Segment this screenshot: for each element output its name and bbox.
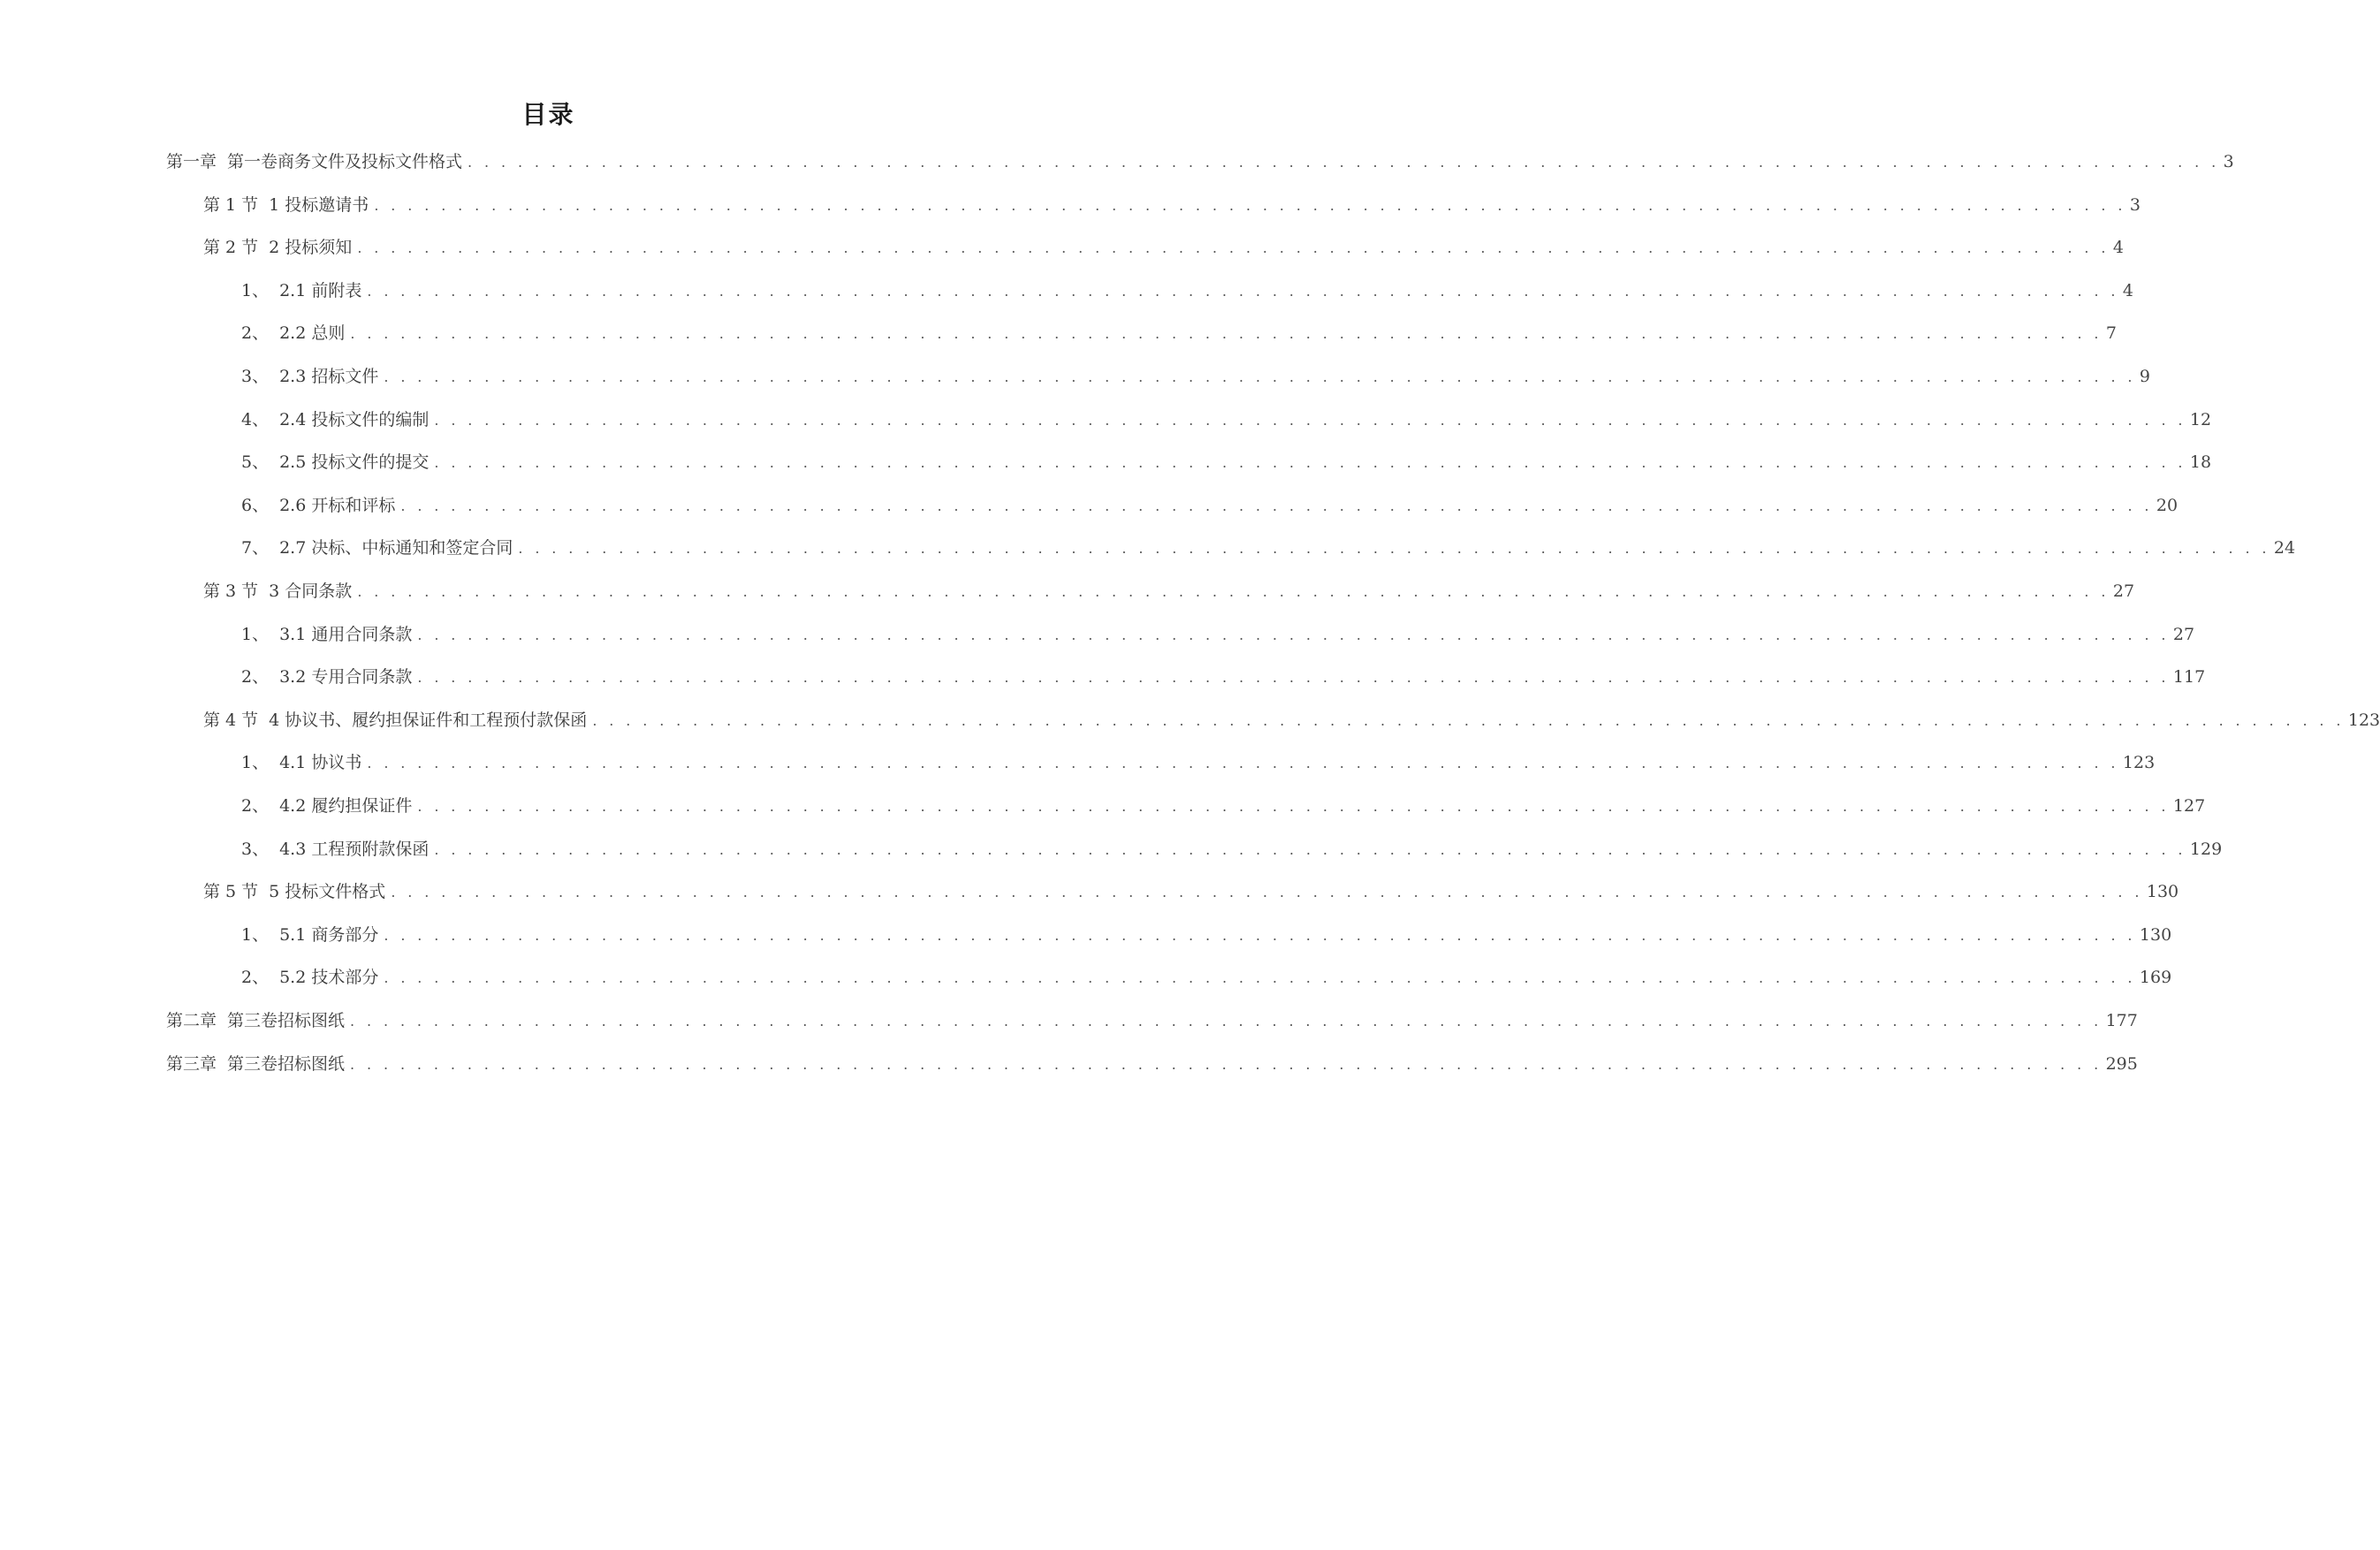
toc-page-number: 18 xyxy=(2189,452,2212,473)
toc-entry-label xyxy=(166,1007,345,1034)
toc-entry[interactable] xyxy=(241,406,2212,433)
toc-entry[interactable] xyxy=(203,707,2380,733)
toc-page-number: 130 xyxy=(2139,924,2172,945)
toc-entry-prefix: 第 1 节 xyxy=(203,194,259,215)
toc-entry-text: 2.1 前附表 xyxy=(279,280,362,300)
toc-entry-text: 2 投标须知 xyxy=(269,238,353,258)
toc-entry-text: 2.7 决标、中标通知和签定合同 xyxy=(279,538,513,558)
toc-entry[interactable] xyxy=(166,1007,2138,1034)
toc-entry-label xyxy=(241,621,412,648)
dot-leader: . . . . . . . . . . . . . . . . . . . . . . . . . . . . . . . . . . . . . . . . . . . . . . . . . . . . . . . . . . . . . . . . . . . . . . . . . . . . . . . . . . . . . . . . . . . . . . . . . . . . . . . . . xyxy=(391,884,2143,901)
toc-entry[interactable] xyxy=(203,878,2179,905)
dot-leader: . . . . . . . . . . . . . . . . . . . . . . . . . . . . . . . . . . . . . . . . . . . . . . . . . . . . . . . . . . . . . . . . . . . . . . . . . . . . . . . . . . . . . . . . . . . . . . . . . . . . . . . . . xyxy=(434,454,2186,472)
toc-entry-label xyxy=(241,664,412,690)
dot-leader: . . . . . . . . . . . . . . . . . . . . . . . . . . . . . . . . . . . . . . . . . . . . . . . . . . . . . . . . . . . . . . . . . . . . . . . . . . . . . . . . . . . . . . . . . . . . . . . . . . . . . . . . . xyxy=(367,282,2119,300)
toc-entry-prefix: 2、 xyxy=(241,796,270,816)
toc-page-number: 27 xyxy=(2172,624,2195,644)
toc-entry-label xyxy=(203,878,385,905)
toc-entry-label xyxy=(241,922,378,948)
toc-entry-text: 3.1 通用合同条款 xyxy=(279,624,413,644)
dot-leader: . . . . . . . . . . . . . . . . . . . . . . . . . . . . . . . . . . . . . . . . . . . . . . . . . . . . . . . . . . . . . . . . . . . . . . . . . . . . . . . . . . . . . . . . . . . . . . . . . . . . . . . . . xyxy=(374,196,2126,214)
toc-page-number: 3 xyxy=(2223,152,2234,171)
toc-entry[interactable] xyxy=(241,964,2172,991)
toc-entry-label xyxy=(241,320,345,346)
toc-entry-label xyxy=(241,964,378,991)
toc-entry-label xyxy=(166,148,462,175)
toc-entry[interactable] xyxy=(241,363,2151,390)
toc-entry[interactable] xyxy=(166,148,2234,175)
dot-leader: . . . . . . . . . . . . . . . . . . . . . . . . . . . . . . . . . . . . . . . . . . . . . . . . . . . . . . . . . . . . . . . . . . . . . . . . . . . . . . . . . . . . . . . . . . . . . . . . . . . . . . . . . xyxy=(350,1013,2102,1030)
toc-page-number: 4 xyxy=(2112,238,2124,258)
toc-entry[interactable] xyxy=(241,793,2206,819)
dot-leader: . . . . . . . . . . . . . . . . . . . . . . . . . . . . . . . . . . . . . . . . . . . . . . . . . . . . . . . . . . . . . . . . . . . . . . . . . . . . . . . . . . . . . . . . . . . . . . . . . . . . . . . . . xyxy=(384,369,2136,385)
dot-leader: . . . . . . . . . . . . . . . . . . . . . . . . . . . . . . . . . . . . . . . . . . . . . . . . . . . . . . . . . . . . . . . . . . . . . . . . . . . . . . . . . . . . . . . . . . . . . . . . . . . . . . . . . xyxy=(468,154,2220,171)
toc-entry-text: 2.6 开标和评标 xyxy=(279,495,396,515)
toc-entry-text: 第三卷招标图纸 xyxy=(227,1011,346,1030)
toc-entry-prefix: 第 3 节 xyxy=(203,581,259,601)
toc-entry-prefix: 第一章 xyxy=(166,152,217,171)
toc-entry-prefix: 第三章 xyxy=(166,1053,217,1074)
toc-entry-label xyxy=(203,234,352,261)
toc-page-number: 169 xyxy=(2139,968,2172,988)
toc-entry[interactable] xyxy=(203,578,2135,604)
toc-page-number: 177 xyxy=(2105,1011,2138,1030)
toc-entry-prefix: 1、 xyxy=(241,924,270,945)
toc-entry-prefix: 5、 xyxy=(241,452,270,473)
toc-entry-prefix: 1、 xyxy=(241,753,270,773)
toc-page-number: 117 xyxy=(2172,667,2206,688)
toc-page-number: 20 xyxy=(2156,495,2178,515)
toc-entry-label xyxy=(203,192,369,218)
dot-leader: . . . . . . . . . . . . . . . . . . . . . . . . . . . . . . . . . . . . . . . . . . . . . . . . . . . . . . . . . . . . . . . . . . . . . . . . . . . . . . . . . . . . . . . . . . . . . . . . . . . . . . . . . xyxy=(518,540,2270,558)
toc-entry-text: 4.3 工程预附款保函 xyxy=(279,839,430,859)
toc-page-number: 127 xyxy=(2172,796,2206,816)
toc-entry[interactable] xyxy=(241,449,2212,475)
toc-entry-text: 4.1 协议书 xyxy=(279,753,362,773)
toc-page-number: 123 xyxy=(2122,753,2156,773)
toc-entry-text: 第三卷招标图纸 xyxy=(227,1053,346,1074)
toc-entry[interactable] xyxy=(241,535,2296,561)
toc-page-number: 130 xyxy=(2146,882,2179,902)
toc-entry-text: 1 投标邀请书 xyxy=(269,194,369,215)
toc-entry-prefix: 7、 xyxy=(241,538,270,558)
toc-entry-prefix: 6、 xyxy=(241,495,270,515)
toc-entry-prefix: 2、 xyxy=(241,667,270,688)
toc-entry-prefix: 1、 xyxy=(241,624,270,644)
toc-entry[interactable] xyxy=(241,664,2206,690)
toc-entry-text: 2.4 投标文件的编制 xyxy=(279,409,430,429)
dot-leader: . . . . . . . . . . . . . . . . . . . . . . . . . . . . . . . . . . . . . . . . . . . . . . . . . . . . . . . . . . . . . . . . . . . . . . . . . . . . . . . . . . . . . . . . . . . . . . . . . . . . . . . . . xyxy=(417,626,2170,643)
dot-leader: . . . . . . . . . . . . . . . . . . . . . . . . . . . . . . . . . . . . . . . . . . . . . . . . . . . . . . . . . . . . . . . . . . . . . . . . . . . . . . . . . . . . . . . . . . . . . . . . . . . . . . . . . xyxy=(400,497,2153,514)
toc-page-number: 3 xyxy=(2129,194,2140,215)
dot-leader: . . . . . . . . . . . . . . . . . . . . . . . . . . . . . . . . . . . . . . . . . . . . . . . . . . . . . . . . . . . . . . . . . . . . . . . . . . . . . . . . . . . . . . . . . . . . . . . . . . . . . . . . . xyxy=(367,755,2119,772)
dot-leader: . . . . . . . . . . . . . . . . . . . . . . . . . . . . . . . . . . . . . . . . . . . . . . . . . . . . . . . . . . . . . . . . . . . . . . . . . . . . . . . . . . . . . . . . . . . . . . . . . . . . . . . . . xyxy=(357,583,2110,600)
toc-entry[interactable] xyxy=(203,192,2140,218)
toc-entry-prefix: 2、 xyxy=(241,323,270,344)
dot-leader: . . . . . . . . . . . . . . . . . . . . . . . . . . . . . . . . . . . . . . . . . . . . . . . . . . . . . . . . . . . . . . . . . . . . . . . . . . . . . . . . . . . . . . . . . . . . . . . . . . . . . . . . . xyxy=(350,1055,2102,1073)
toc-entry-label xyxy=(203,707,587,733)
toc-entry-prefix: 2、 xyxy=(241,968,270,988)
dot-leader: . . . . . . . . . . . . . . . . . . . . . . . . . . . . . . . . . . . . . . . . . . . . . . . . . . . . . . . . . . . . . . . . . . . . . . . . . . . . . . . . . . . . . . . . . . . . . . . . . . . . . . . . . xyxy=(350,325,2102,343)
toc-page-number: 129 xyxy=(2189,839,2223,859)
dot-leader: . . . . . . . . . . . . . . . . . . . . . . . . . . . . . . . . . . . . . . . . . . . . . . . . . . . . . . . . . . . . . . . . . . . . . . . . . . . . . . . . . . . . . . . . . . . . . . . . . . . . . . . . . xyxy=(417,669,2170,687)
toc-entry[interactable] xyxy=(203,234,2124,261)
toc-page-number: 7 xyxy=(2105,323,2118,344)
toc-entry-label xyxy=(241,793,412,819)
toc-entry-label xyxy=(241,535,513,561)
dot-leader: . . . . . . . . . . . . . . . . . . . . . . . . . . . . . . . . . . . . . . . . . . . . . . . . . . . . . . . . . . . . . . . . . . . . . . . . . . . . . . . . . . . . . . . . . . . . . . . . . . . . . . . . . xyxy=(384,926,2136,944)
toc-entry-text: 5 投标文件格式 xyxy=(269,882,386,902)
dot-leader: . . . . . . . . . . . . . . . . . . . . . . . . . . . . . . . . . . . . . . . . . . . . . . . . . . . . . . . . . . . . . . . . . . . . . . . . . . . . . . . . . . . . . . . . . . . . . . . . . . . . . . . . . xyxy=(417,798,2170,815)
toc-entry[interactable] xyxy=(241,621,2195,648)
toc-entry-text: 4.2 履约担保证件 xyxy=(279,796,413,816)
toc-entry[interactable] xyxy=(241,922,2172,948)
toc-entry-prefix: 3、 xyxy=(241,367,270,386)
toc-entry-text: 5.2 技术部分 xyxy=(279,968,379,988)
dot-leader: . . . . . . . . . . . . . . . . . . . . . . . . . . . . . . . . . . . . . . . . . . . . . . . . . . . . . . . . . . . . . . . . . . . . . . . . . . . . . . . . . . . . . . . . . . . . . . . . . . . . . . . . . xyxy=(592,711,2345,729)
toc-entry[interactable] xyxy=(166,1051,2138,1077)
toc-entry-text: 3 合同条款 xyxy=(269,581,353,601)
dot-leader: . . . . . . . . . . . . . . . . . . . . . . . . . . . . . . . . . . . . . . . . . . . . . . . . . . . . . . . . . . . . . . . . . . . . . . . . . . . . . . . . . . . . . . . . . . . . . . . . . . . . . . . . . xyxy=(434,411,2186,429)
toc-entry-prefix: 第 4 节 xyxy=(203,710,259,730)
toc-entry-label xyxy=(241,277,361,304)
toc-title: 目录 xyxy=(521,100,575,129)
dot-leader: . . . . . . . . . . . . . . . . . . . . . . . . . . . . . . . . . . . . . . . . . . . . . . . . . . . . . . . . . . . . . . . . . . . . . . . . . . . . . . . . . . . . . . . . . . . . . . . . . . . . . . . . . xyxy=(434,840,2186,858)
toc-entry-prefix: 第 2 节 xyxy=(203,238,259,258)
toc-entry-label xyxy=(241,749,361,776)
toc-entry-label xyxy=(241,363,378,390)
toc-entry-prefix: 3、 xyxy=(241,839,270,859)
toc-entry-label xyxy=(241,836,429,862)
toc-page-number: 123 xyxy=(2347,710,2380,730)
toc-entry-label xyxy=(166,1051,345,1077)
toc-entry-label xyxy=(241,449,429,475)
toc-page-number: 4 xyxy=(2122,280,2134,300)
toc-page-number: 24 xyxy=(2273,538,2296,558)
toc-page-number: 295 xyxy=(2105,1053,2138,1074)
dot-leader: . . . . . . . . . . . . . . . . . . . . . . . . . . . . . . . . . . . . . . . . . . . . . . . . . . . . . . . . . . . . . . . . . . . . . . . . . . . . . . . . . . . . . . . . . . . . . . . . . . . . . . . . . xyxy=(384,969,2136,987)
toc-entry-text: 2.5 投标文件的提交 xyxy=(279,452,430,473)
toc-entry-prefix: 1、 xyxy=(241,280,270,300)
toc-entry-text: 3.2 专用合同条款 xyxy=(279,667,413,688)
toc-entry-prefix: 第 5 节 xyxy=(203,882,259,902)
toc-entry[interactable] xyxy=(241,749,2156,776)
toc-entry-prefix: 4、 xyxy=(241,409,270,429)
toc-entry-label xyxy=(241,406,429,433)
toc-entry-label xyxy=(241,492,395,519)
toc-entry-text: 2.3 招标文件 xyxy=(279,367,379,386)
toc-page-number: 12 xyxy=(2189,409,2212,429)
toc-entry-text: 4 协议书、履约担保证件和工程预付款保函 xyxy=(269,710,588,730)
toc-entry-text: 5.1 商务部分 xyxy=(279,924,379,945)
toc-entry[interactable] xyxy=(241,277,2134,304)
toc-page-number: 27 xyxy=(2112,581,2135,601)
toc-page-number: 9 xyxy=(2139,367,2151,386)
dot-leader: . . . . . . . . . . . . . . . . . . . . . . . . . . . . . . . . . . . . . . . . . . . . . . . . . . . . . . . . . . . . . . . . . . . . . . . . . . . . . . . . . . . . . . . . . . . . . . . . . . . . . . . . . xyxy=(357,239,2110,257)
toc-entry[interactable] xyxy=(241,836,2223,862)
toc-entry-text: 第一卷商务文件及投标文件格式 xyxy=(227,152,463,171)
toc-entry-label xyxy=(203,578,352,604)
toc-entry[interactable] xyxy=(241,320,2118,346)
toc-entry-text: 2.2 总则 xyxy=(279,323,346,344)
toc-entry[interactable] xyxy=(241,492,2178,519)
toc-entry-prefix: 第二章 xyxy=(166,1011,217,1030)
